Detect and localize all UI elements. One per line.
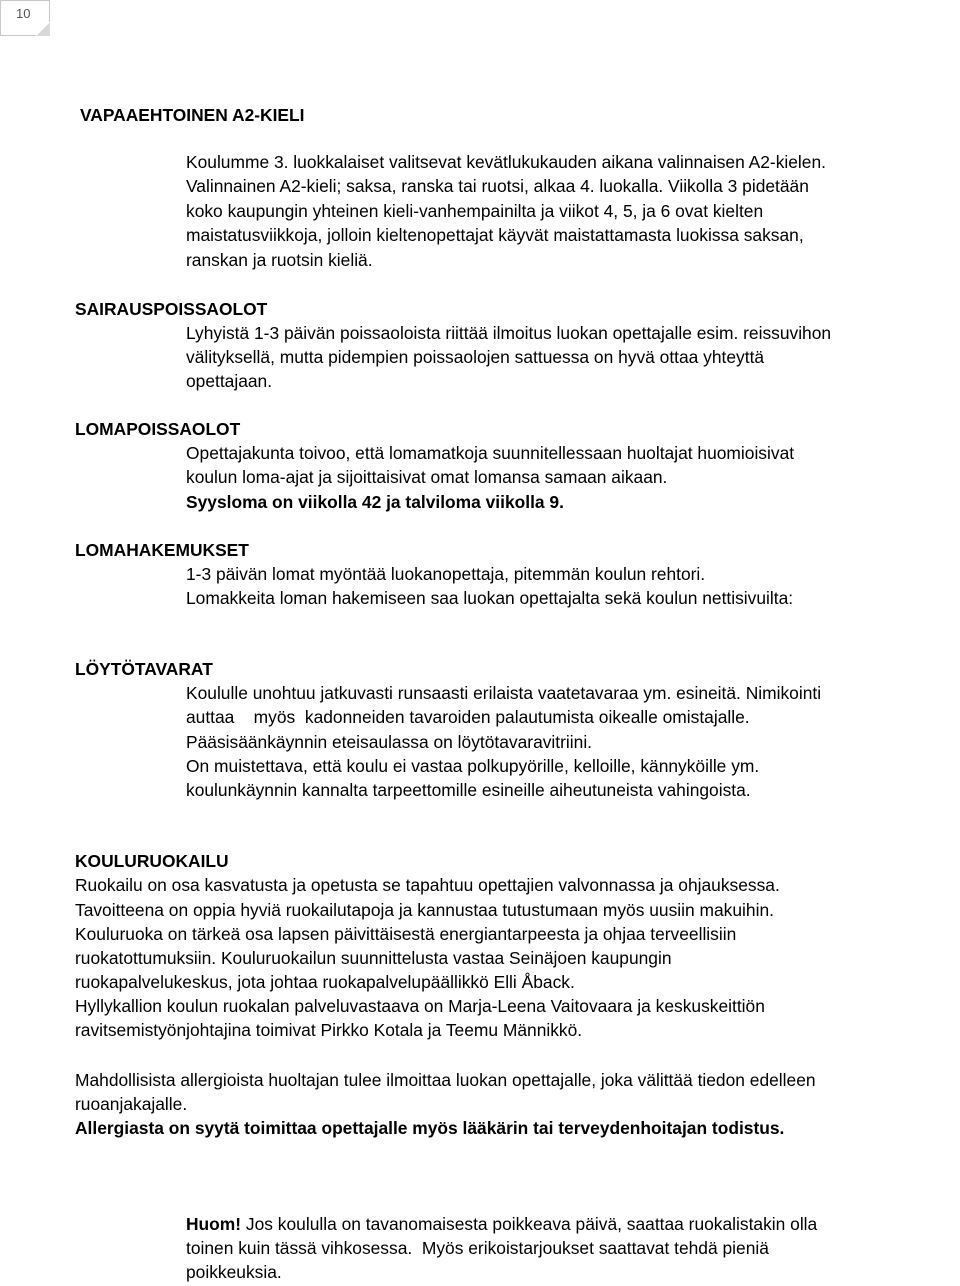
ruokailu-line-5: ruokapalvelukeskus, jota johtaa ruokapalvelupäällikkö Elli Åback. <box>75 972 575 992</box>
sairaus-line-2: välityksellä, mutta pidempien poissaolojen sattuessa on hyvä ottaa yhteyttä <box>186 347 765 367</box>
page-number <box>0 0 50 36</box>
a2-line-2: Valinnainen A2-kieli; saksa, ranska tai ruotsi, alkaa 4. luokalla. Viikolla 3 pidetään <box>186 176 809 196</box>
allergy-line-1: Mahdollisista allergioista huoltajan tulee ilmoittaa luokan opettajalle, joka välittää tiedon edelleen <box>75 1070 816 1090</box>
loma-bold-line: Syysloma on viikolla 42 ja talviloma viikolla 9. <box>186 492 564 512</box>
hakemukset-line-1: 1-3 päivän lomat myöntää luokanopettaja, pitemmän koulun rehtori. <box>186 564 706 584</box>
heading-loyto: LÖYTÖTAVARAT <box>75 659 213 679</box>
huom-line-3: poikkeuksia. <box>186 1262 282 1282</box>
heading-a2: VAPAAEHTOINEN A2-KIELI <box>80 105 305 125</box>
ruokailu-line-7: ravitsemistyönjohtajina toimivat Pirkko Kotala ja Teemu Männikkö. <box>75 1020 583 1040</box>
loyto-line-3: Pääsisäänkäynnin eteisaulassa on löytötavaravitriini. <box>186 732 593 752</box>
a2-line-1: Koulumme 3. luokkalaiset valitsevat kevätlukukauden aikana valinnaisen A2-kielen. <box>186 152 826 172</box>
page-corner-fold <box>36 22 50 36</box>
ruokailu-line-6: Hyllykallion koulun ruokalan palveluvastaava on Marja-Leena Vaitovaara ja keskuskeittiön <box>75 996 765 1016</box>
sairaus-line-1: Lyhyistä 1-3 päivän poissaoloista riittää ilmoitus luokan opettajalle esim. reissuvihon <box>186 323 832 343</box>
loyto-line-2: auttaa myös kadonneiden tavaroiden palautumista oikealle omistajalle. <box>186 707 750 727</box>
heading-hakemukset: LOMAHAKEMUKSET <box>75 540 249 560</box>
a2-line-3: koko kaupungin yhteinen kieli-vanhempainilta ja viikot 4, 5, ja 6 ovat kielten <box>186 201 764 221</box>
a2-line-5: ranskan ja ruotsin kieliä. <box>186 250 373 270</box>
allergy-bold-line: Allergiasta on syytä toimittaa opettajalle myös lääkärin tai terveydenhoitajan todistus. <box>75 1118 785 1138</box>
page-number-text: 10 <box>16 6 31 21</box>
huom-label: Huom! <box>186 1214 242 1234</box>
heading-loma: LOMAPOISSAOLOT <box>75 419 241 439</box>
ruokailu-line-2: Tavoitteena on oppia hyviä ruokailutapoja ja kannustaa tutustumaan myös uusiin makuihin. <box>75 900 774 920</box>
ruokailu-line-3: Kouluruoka on tärkeä osa lapsen päivittäisestä energiantarpeesta ja ohjaa terveellisiin <box>75 924 737 944</box>
loyto-line-1: Koululle unohtuu jatkuvasti runsaasti erilaista vaatetavaraa ym. esineitä. Nimikointi <box>186 683 822 703</box>
huom-first-line-text: Jos koululla on tavanomaisesta poikkeava päivä, saattaa ruokalistakin olla <box>241 1214 818 1234</box>
ruokailu-line-1: Ruokailu on osa kasvatusta ja opetusta se tapahtuu opettajien valvonnassa ja ohjauksessa. <box>75 875 780 895</box>
sairaus-line-3: opettajaan. <box>186 371 273 391</box>
loyto-line-4: On muistettava, että koulu ei vastaa polkupyörille, kelloille, kännyköille ym. <box>186 756 760 776</box>
heading-sairaus: SAIRAUSPOISSAOLOT <box>75 299 268 319</box>
ruokailu-line-4: ruokatottumuksiin. Kouluruokailun suunnittelusta vastaa Seinäjoen kaupungin <box>75 948 672 968</box>
loma-line-1: Opettajakunta toivoo, että lomamatkoja suunnitellessaan huoltajat huomioisivat <box>186 443 795 463</box>
huom-line-1 <box>186 1212 817 1236</box>
loma-line-2: koulun loma-ajat ja sijoittaisivat omat lomansa samaan aikaan. <box>186 467 668 487</box>
loyto-line-5: koulunkäynnin kannalta tarpeettomille esineille aiheutuneista vahingoista. <box>186 780 751 800</box>
a2-line-4: maistatusviikkoja, jolloin kieltenopettajat käyvät maistattamasta luokissa saksan, <box>186 225 804 245</box>
hakemukset-line-2: Lomakkeita loman hakemiseen saa luokan opettajalta sekä koulun nettisivuilta: <box>186 588 794 608</box>
huom-line-2: toinen kuin tässä vihkosessa. Myös erikoistarjoukset saattavat tehdä pieniä <box>186 1238 769 1258</box>
allergy-line-2: ruoanjakajalle. <box>75 1094 188 1114</box>
heading-ruokailu: KOULURUOKAILU <box>75 851 229 871</box>
